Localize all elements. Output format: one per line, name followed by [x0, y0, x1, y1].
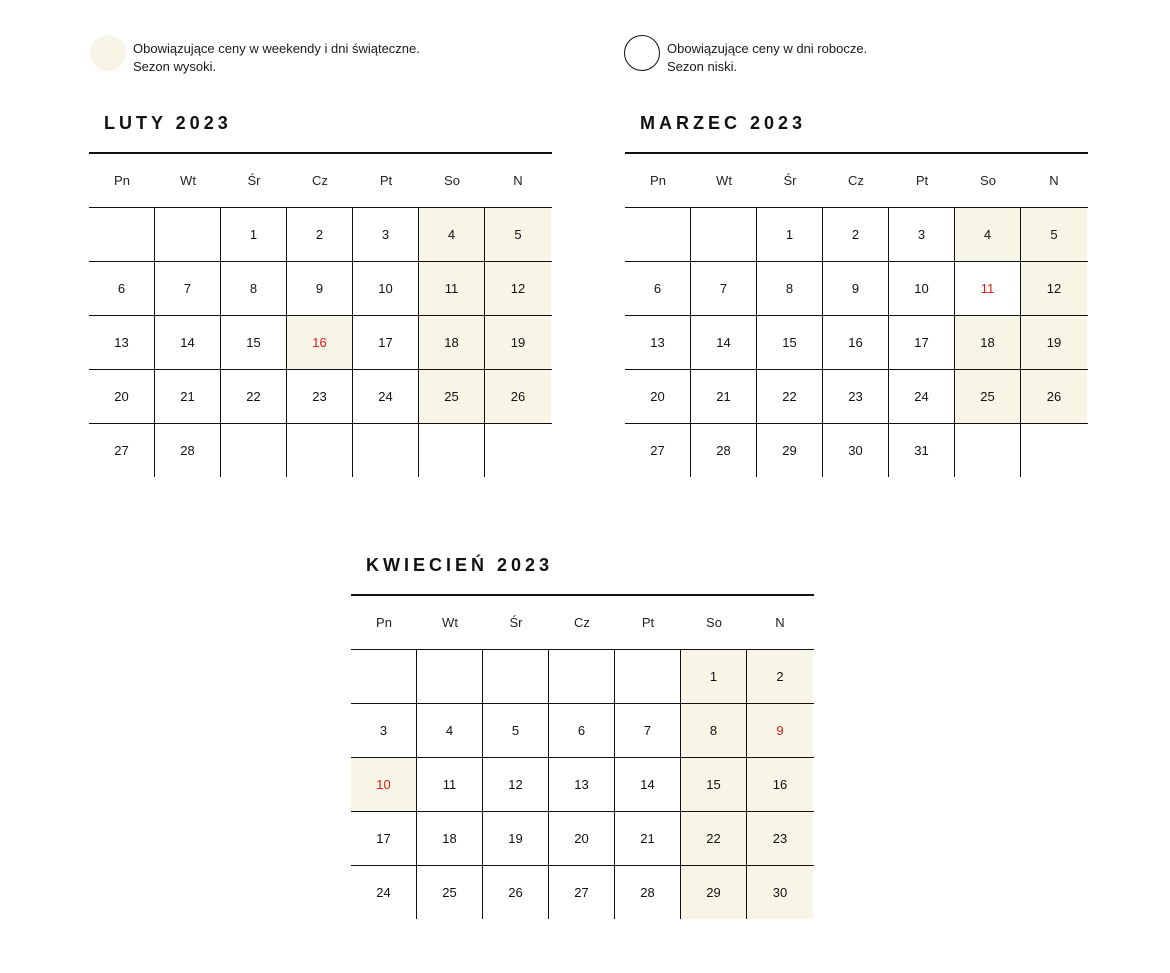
day-cell[interactable]: 9: [747, 704, 813, 757]
day-cell[interactable]: 6: [625, 262, 691, 315]
day-cell[interactable]: 16: [287, 316, 353, 369]
low-season-swatch: [624, 35, 660, 71]
weekday-header: [625, 154, 1088, 208]
day-cell[interactable]: 24: [351, 866, 417, 919]
day-cell[interactable]: 13: [549, 758, 615, 811]
day-cell[interactable]: 12: [1021, 262, 1087, 315]
weekday-label: So: [706, 615, 722, 630]
day-cell[interactable]: 19: [483, 812, 549, 865]
empty-day-cell: [691, 208, 757, 261]
week-row: [89, 208, 552, 262]
day-cell[interactable]: 28: [155, 424, 221, 477]
month-title: MARZEC 2023: [640, 113, 807, 133]
day-cell[interactable]: 14: [615, 758, 681, 811]
calendar-luty: [89, 108, 552, 477]
empty-day-cell: [955, 424, 1021, 477]
weekday-label: Pn: [114, 173, 130, 188]
day-cell[interactable]: 29: [757, 424, 823, 477]
calendar-marzec: [625, 108, 1088, 477]
empty-day-cell: [625, 208, 691, 261]
day-cell[interactable]: 22: [681, 812, 747, 865]
day-cell[interactable]: 25: [419, 370, 485, 423]
week-row: [89, 262, 552, 316]
day-cell[interactable]: 11: [417, 758, 483, 811]
legend-text: [133, 35, 420, 76]
calendar-kwiecien: [351, 550, 814, 919]
week-row: [625, 370, 1088, 424]
legend-line: Sezon niski.: [667, 59, 738, 74]
day-cell[interactable]: 4: [417, 704, 483, 757]
week-row: [351, 812, 814, 866]
week-row: [351, 704, 814, 758]
day-cell[interactable]: 11: [419, 262, 485, 315]
day-cell[interactable]: 5: [485, 208, 551, 261]
day-cell[interactable]: 22: [757, 370, 823, 423]
day-cell[interactable]: 20: [89, 370, 155, 423]
day-cell[interactable]: 12: [485, 262, 551, 315]
day-cell[interactable]: 26: [485, 370, 551, 423]
day-cell[interactable]: 3: [889, 208, 955, 261]
weekday-label: Pt: [641, 615, 655, 630]
weekday-label: Śr: [247, 173, 261, 188]
week-row: [625, 262, 1088, 316]
day-cell[interactable]: 23: [747, 812, 813, 865]
day-cell[interactable]: 30: [823, 424, 889, 477]
day-cell[interactable]: 9: [287, 262, 353, 315]
weekday-label: Pn: [376, 615, 392, 630]
weekday-header: [89, 154, 552, 208]
empty-day-cell: [155, 208, 221, 261]
empty-day-cell: [287, 424, 353, 477]
empty-day-cell: [483, 650, 549, 703]
legend-text: [667, 35, 867, 76]
weekday-label: So: [980, 173, 996, 188]
day-cell[interactable]: 8: [681, 704, 747, 757]
day-cell[interactable]: 30: [747, 866, 813, 919]
empty-day-cell: [417, 650, 483, 703]
day-cell[interactable]: 24: [889, 370, 955, 423]
day-cell[interactable]: 28: [691, 424, 757, 477]
day-cell[interactable]: 26: [483, 866, 549, 919]
empty-day-cell: [89, 208, 155, 261]
day-cell[interactable]: 31: [889, 424, 955, 477]
weekday-label: Pt: [379, 173, 393, 188]
high-season-swatch: [90, 35, 126, 71]
day-cell[interactable]: 14: [155, 316, 221, 369]
weekday-label: Wt: [716, 173, 732, 188]
day-cell[interactable]: 4: [419, 208, 485, 261]
empty-day-cell: [485, 424, 551, 477]
day-cell[interactable]: 4: [955, 208, 1021, 261]
week-row: [89, 316, 552, 370]
weekday-label: N: [1049, 173, 1059, 188]
day-cell[interactable]: 12: [483, 758, 549, 811]
day-cell[interactable]: 18: [419, 316, 485, 369]
week-row: [89, 424, 552, 477]
weekday-label: Cz: [574, 615, 590, 630]
day-cell[interactable]: 21: [155, 370, 221, 423]
day-cell[interactable]: 14: [691, 316, 757, 369]
day-cell[interactable]: 17: [351, 812, 417, 865]
day-cell[interactable]: 23: [287, 370, 353, 423]
day-cell[interactable]: 5: [483, 704, 549, 757]
legend-line: Obowiązujące ceny w dni robocze.: [667, 41, 868, 56]
week-row: [351, 758, 814, 812]
empty-day-cell: [615, 650, 681, 703]
day-cell[interactable]: 10: [351, 758, 417, 811]
day-cell[interactable]: 18: [417, 812, 483, 865]
weekday-label: Pt: [915, 173, 929, 188]
day-cell[interactable]: 29: [681, 866, 747, 919]
day-cell[interactable]: 28: [615, 866, 681, 919]
day-cell[interactable]: 3: [353, 208, 419, 261]
legend-low-season: [624, 35, 867, 76]
week-row: [351, 866, 814, 919]
weekday-label: N: [775, 615, 785, 630]
empty-day-cell: [1021, 424, 1087, 477]
day-cell[interactable]: 25: [417, 866, 483, 919]
weekday-label: Śr: [509, 615, 523, 630]
week-row: [625, 424, 1088, 477]
day-cell[interactable]: 1: [681, 650, 747, 703]
empty-day-cell: [353, 424, 419, 477]
day-cell[interactable]: 1: [221, 208, 287, 261]
day-cell[interactable]: 8: [221, 262, 287, 315]
week-row: [625, 208, 1088, 262]
weekday-label: N: [513, 173, 523, 188]
weekday-label: Pn: [650, 173, 666, 188]
calendar-grid: [89, 152, 552, 477]
day-cell[interactable]: 6: [549, 704, 615, 757]
empty-day-cell: [221, 424, 287, 477]
month-title: LUTY 2023: [104, 113, 232, 133]
day-cell[interactable]: 18: [955, 316, 1021, 369]
day-cell[interactable]: 2: [747, 650, 813, 703]
day-cell[interactable]: 19: [485, 316, 551, 369]
legend-line: Obowiązujące ceny w weekendy i dni świąteczne.: [133, 41, 420, 56]
day-cell[interactable]: 20: [625, 370, 691, 423]
day-cell[interactable]: 27: [625, 424, 691, 477]
day-cell[interactable]: 24: [353, 370, 419, 423]
day-cell[interactable]: 10: [889, 262, 955, 315]
weekday-label: So: [444, 173, 460, 188]
weekday-label: Cz: [312, 173, 328, 188]
day-cell[interactable]: 9: [823, 262, 889, 315]
empty-day-cell: [549, 650, 615, 703]
day-cell[interactable]: 15: [221, 316, 287, 369]
day-cell[interactable]: 2: [287, 208, 353, 261]
day-cell[interactable]: 10: [353, 262, 419, 315]
day-cell[interactable]: 13: [625, 316, 691, 369]
day-cell[interactable]: 27: [89, 424, 155, 477]
day-cell[interactable]: 22: [221, 370, 287, 423]
day-cell[interactable]: 15: [681, 758, 747, 811]
day-cell[interactable]: 17: [889, 316, 955, 369]
day-cell[interactable]: 13: [89, 316, 155, 369]
day-cell[interactable]: 1: [757, 208, 823, 261]
day-cell[interactable]: 16: [747, 758, 813, 811]
day-cell[interactable]: 5: [1021, 208, 1087, 261]
day-cell[interactable]: 21: [615, 812, 681, 865]
week-row: [89, 370, 552, 424]
day-cell[interactable]: 2: [823, 208, 889, 261]
calendar-grid: [351, 594, 814, 919]
day-cell[interactable]: 26: [1021, 370, 1087, 423]
weekday-label: Wt: [442, 615, 458, 630]
calendar-grid: [625, 152, 1088, 477]
day-cell[interactable]: 21: [691, 370, 757, 423]
day-cell[interactable]: 7: [155, 262, 221, 315]
month-title: KWIECIEŃ 2023: [366, 555, 554, 575]
day-cell[interactable]: 6: [89, 262, 155, 315]
day-cell[interactable]: 23: [823, 370, 889, 423]
day-cell[interactable]: 25: [955, 370, 1021, 423]
weekday-label: Cz: [848, 173, 864, 188]
legend-line: Sezon wysoki.: [133, 59, 217, 74]
day-cell[interactable]: 16: [823, 316, 889, 369]
week-row: [351, 650, 814, 704]
day-cell[interactable]: 17: [353, 316, 419, 369]
day-cell[interactable]: 15: [757, 316, 823, 369]
empty-day-cell: [419, 424, 485, 477]
weekday-label: Śr: [783, 173, 797, 188]
week-row: [625, 316, 1088, 370]
empty-day-cell: [351, 650, 417, 703]
day-cell[interactable]: 3: [351, 704, 417, 757]
day-cell[interactable]: 8: [757, 262, 823, 315]
day-cell[interactable]: 7: [615, 704, 681, 757]
day-cell[interactable]: 27: [549, 866, 615, 919]
day-cell[interactable]: 7: [691, 262, 757, 315]
weekday-label: Wt: [180, 173, 196, 188]
day-cell[interactable]: 20: [549, 812, 615, 865]
weekday-header: [351, 596, 814, 650]
day-cell[interactable]: 11: [955, 262, 1021, 315]
day-cell[interactable]: 19: [1021, 316, 1087, 369]
legend-high-season: [90, 35, 420, 76]
